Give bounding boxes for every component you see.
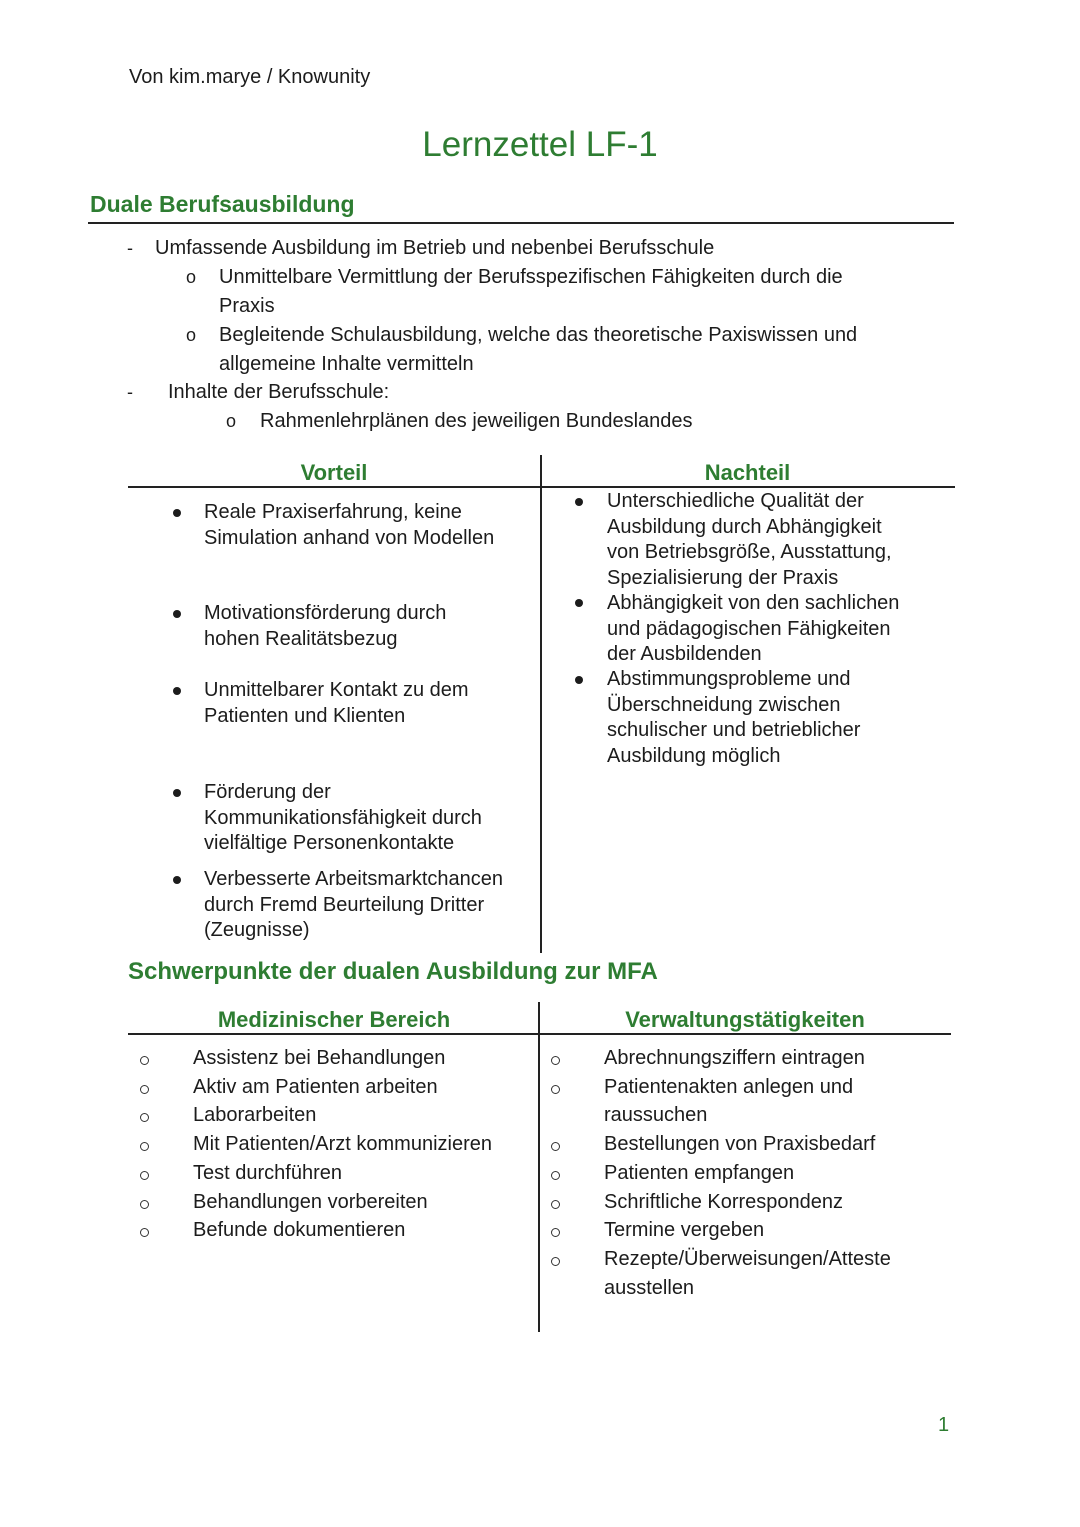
list-item-line: Simulation anhand von Modellen xyxy=(204,526,495,549)
table-column-divider xyxy=(538,1002,540,1332)
list-marker xyxy=(140,1056,149,1065)
list-marker xyxy=(551,1085,560,1094)
list-marker xyxy=(551,1228,560,1237)
column-header-medizinischer-bereich: Medizinischer Bereich xyxy=(217,1007,451,1032)
list-marker xyxy=(140,1228,149,1237)
list-item: Laborarbeiten xyxy=(193,1104,317,1126)
list-item-line: Patienten und Klienten xyxy=(204,704,406,727)
bullet-dot xyxy=(173,610,181,618)
list-item-line: schulischer und betrieblicher xyxy=(607,719,861,741)
list-marker: o xyxy=(186,325,197,345)
attribution: Von kim.marye / Knowunity xyxy=(129,66,371,88)
bullet-dot xyxy=(173,876,181,884)
list-item-line: Verbesserte Arbeitsmarktchancen xyxy=(204,868,504,890)
list-marker: o xyxy=(186,267,197,287)
list-item: Behandlungen vorbereiten xyxy=(193,1191,428,1213)
section-heading-duale-berufsausbildung: Duale Berufsausbildung xyxy=(90,191,355,217)
list-item: Schriftliche Korrespondenz xyxy=(604,1191,844,1213)
list-marker: - xyxy=(127,238,133,258)
column-header-verwaltungstaetigkeiten: Verwaltungstätigkeiten xyxy=(625,1007,865,1032)
list-marker xyxy=(551,1056,560,1065)
list-item: Rezepte/Überweisungen/Atteste xyxy=(604,1248,891,1270)
list-item-line: von Betriebsgröße, Ausstattung, xyxy=(607,541,892,563)
sub-list-item-line: Praxis xyxy=(219,295,275,317)
list-item-line: Unterschiedliche Qualität der xyxy=(607,490,864,512)
list-item-line: (Zeugnisse) xyxy=(204,919,310,941)
list-marker: o xyxy=(226,411,237,431)
list-item-line: Unmittelbarer Kontakt zu dem xyxy=(204,679,469,701)
list-item-line: Ausbildung durch Abhängigkeit xyxy=(607,515,882,538)
bullet-dot xyxy=(173,509,181,517)
section-underline xyxy=(88,222,954,224)
list-marker xyxy=(551,1171,560,1180)
list-item: Termine vergeben xyxy=(604,1219,765,1241)
list-item-line: vielfältige Personenkontakte xyxy=(204,832,455,854)
list-item: Aktiv am Patienten arbeiten xyxy=(193,1076,438,1098)
page-title: Lernzettel LF-1 xyxy=(422,125,658,164)
list-item-line: Abstimmungsprobleme und xyxy=(607,668,851,690)
list-marker: - xyxy=(127,382,133,402)
page-number: 1 xyxy=(938,1414,950,1436)
list-item-line: Förderung der xyxy=(204,781,331,803)
list-marker xyxy=(140,1171,149,1180)
sub-list-item-line: Begleitende Schulausbildung, welche das theoretische Paxiswissen und xyxy=(219,324,858,346)
list-item: Umfassende Ausbildung im Betrieb und nebenbei Berufsschule xyxy=(155,237,715,259)
list-item-line: raussuchen xyxy=(604,1104,708,1126)
list-item-line: der Ausbildenden xyxy=(607,643,762,665)
list-marker xyxy=(551,1200,560,1209)
bullet-dot xyxy=(575,599,583,607)
list-item-line: Kommunikationsfähigkeit durch xyxy=(204,806,482,829)
list-item: Test durchführen xyxy=(193,1162,342,1184)
list-item-line: Motivationsförderung durch xyxy=(204,602,447,624)
list-item-line: Reale Praxiserfahrung, keine xyxy=(204,501,462,523)
list-item: Patienten empfangen xyxy=(604,1162,795,1184)
table-column-divider xyxy=(540,455,542,953)
section-heading-schwerpunkte: Schwerpunkte der dualen Ausbildung zur MFA xyxy=(128,958,658,985)
list-item: Inhalte der Berufsschule: xyxy=(168,381,390,403)
list-item-line: Überschneidung zwischen xyxy=(607,693,841,716)
sub-list-item-line: Unmittelbare Vermittlung der Berufsspezifischen Fähigkeiten durch die xyxy=(219,266,843,288)
bullet-dot xyxy=(173,789,181,797)
list-marker xyxy=(551,1257,560,1266)
list-item-line: und pädagogischen Fähigkeiten xyxy=(607,617,891,640)
list-item: Assistenz bei Behandlungen xyxy=(193,1047,446,1069)
list-marker xyxy=(551,1142,560,1151)
list-item: Bestellungen von Praxisbedarf xyxy=(604,1133,876,1155)
list-item-line: Spezialisierung der Praxis xyxy=(607,566,839,589)
sub-list-item-line: Rahmenlehrplänen des jeweiligen Bundeslandes xyxy=(260,410,693,432)
list-item-line: Abhängigkeit von den sachlichen xyxy=(607,592,900,614)
list-marker xyxy=(140,1113,149,1122)
list-marker xyxy=(140,1085,149,1094)
list-item: Patientenakten anlegen und xyxy=(604,1076,854,1098)
column-header-nachteil: Nachteil xyxy=(704,460,791,485)
list-marker xyxy=(140,1200,149,1209)
list-marker xyxy=(140,1142,149,1151)
bullet-dot xyxy=(575,498,583,506)
sub-list-item-line: allgemeine Inhalte vermitteln xyxy=(219,353,474,375)
list-item-line: ausstellen xyxy=(604,1277,695,1299)
bullet-dot xyxy=(173,687,181,695)
bullet-dot xyxy=(575,676,583,684)
list-item-line: durch Fremd Beurteilung Dritter xyxy=(204,893,485,916)
list-item: Abrechnungsziffern eintragen xyxy=(604,1047,865,1069)
list-item: Befunde dokumentieren xyxy=(193,1219,406,1241)
list-item-line: Ausbildung möglich xyxy=(607,744,781,767)
list-item: Mit Patienten/Arzt kommunizieren xyxy=(193,1133,493,1155)
list-item-line: hohen Realitätsbezug xyxy=(204,627,398,650)
column-header-vorteil: Vorteil xyxy=(300,460,368,485)
